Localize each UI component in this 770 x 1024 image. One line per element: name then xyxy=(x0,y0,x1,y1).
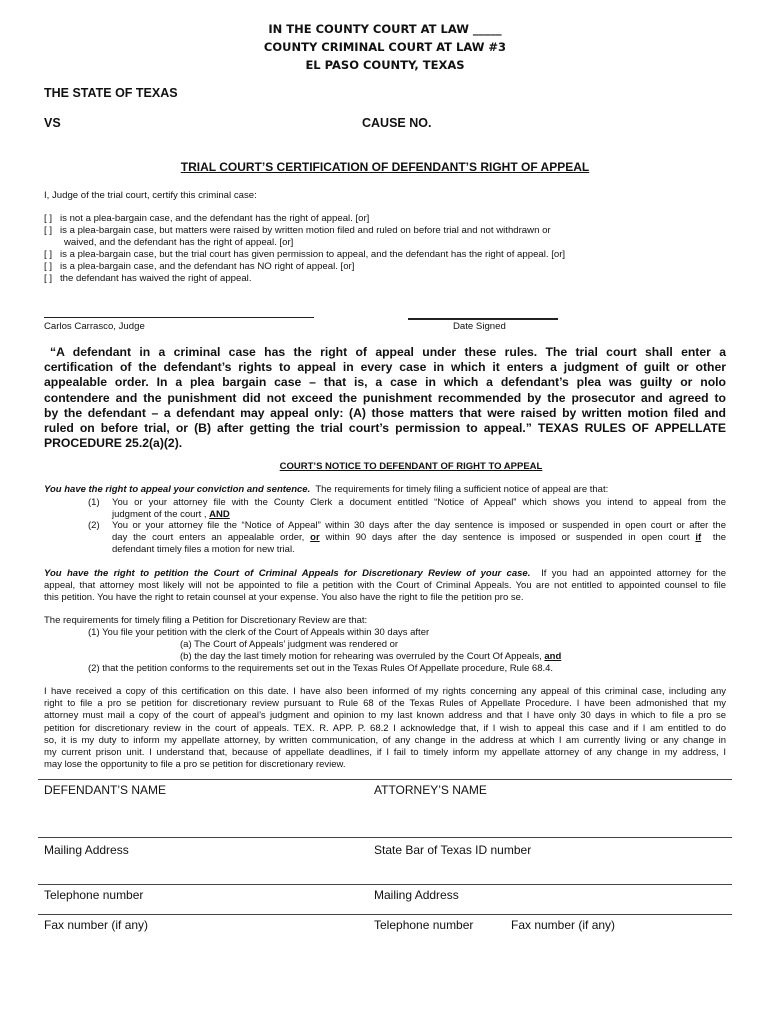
defendant-fax-label: Fax number (if any) xyxy=(44,918,149,932)
option-plea-bargain-no-right: [ ] is a plea-bargain case, and the defendant has NO right of appeal. [or] xyxy=(44,261,355,272)
defendant-telephone-label: Telephone number xyxy=(44,888,144,902)
field-divider xyxy=(38,837,732,838)
checkbox[interactable]: [ ] xyxy=(44,261,52,272)
checkbox[interactable]: [ ] xyxy=(44,273,52,284)
option-not-plea-bargain: [ ] is not a plea-bargain case, and the defendant has the right of appeal. [or] xyxy=(44,213,370,224)
notice-title: COURT’S NOTICE TO DEFENDANT OF RIGHT TO APPEAL xyxy=(279,461,543,472)
court-division-line: COUNTY CRIMINAL COURT AT LAW #3 xyxy=(263,40,507,54)
certification-intro: I, Judge of the trial court, certify this criminal case: xyxy=(44,190,257,201)
option-plea-bargain-motion: [ ] is a plea-bargain case, but matters were raised by written motion filed and ruled on before trial and not withdrawn or xyxy=(44,225,551,236)
defendant-name-field-label: DEFENDANT’S NAME xyxy=(44,783,167,797)
court-name-line: IN THE COUNTY COURT AT LAW _____ xyxy=(268,22,502,36)
date-signed-line[interactable] xyxy=(408,318,558,320)
state-bar-id-label: State Bar of Texas ID number xyxy=(374,843,532,857)
pdr-requirement-1a: (a) The Court of Appeals’ judgment was rendered or xyxy=(180,639,399,650)
field-divider xyxy=(38,884,732,885)
pdr-requirement-1: (1) You file your petition with the clerk of the Court of Appeals within 30 days after xyxy=(88,627,430,638)
defendant-mailing-address-label: Mailing Address xyxy=(44,843,129,857)
county-line: EL PASO COUNTY, TEXAS xyxy=(305,58,465,72)
certification-title: TRIAL COURT’S CERTIFICATION OF DEFENDANT’S RIGHT OF APPEAL xyxy=(180,160,590,174)
pdr-requirement-2: (2) that the petition conforms to the requirements set out in the Texas Rules Of Appellate procedure, Rule 68.4. xyxy=(88,663,554,674)
acknowledgment-paragraph: I have received a copy of this certification on this date. I have also been informed of my rights concerning any appeal of this criminal case, including any right to file a pro se petition for discretionary review pursuant to Rule 68 of the Texas Rules of Appellate Procedure. I have been admonished that my attorney must mail a copy of the court of appeal’s judgment and opinion to my last known address and that I have only 30 days in which to file a pro se petition for discretionary review in the court of appeals. TEX. R. APP. P. 68.2 I acknowledge that, if I wish to appeal this case and if I am entitled to do so, it is my duty to inform my appellate attorney, by written communication, of any change in the address at which I am currently living or any change in my current prison unit. I understand that, because of appellate deadlines, if I fail to timely inform my appellate attorney of any change in my address, I may lose the opportunity to file a pro se petition for discretionary review. xyxy=(44,686,726,771)
attorney-name-field-label: ATTORNEY’S NAME xyxy=(374,783,487,797)
checkbox[interactable]: [ ] xyxy=(44,213,52,224)
state-of-texas-label: THE STATE OF TEXAS xyxy=(44,86,178,100)
cause-number-label: CAUSE NO. xyxy=(362,116,432,130)
rule-25-2-quote: “A defendant in a criminal case has the right of appeal under these rules. The trial court shall enter a certification of the defendant’s rights to appeal in every case in which it enters a judgment of guilt or other appealable order. In a plea bargain case – that is, a case in which a defendant’s plea was guilty or nolo contendere and the punishment did not exceed the punishment recommended by the prosecutor and agreed to by the defendant – a defendant may appeal only: (A) those matters that were raised by written motion filed and ruled on before trial, or (B) after getting the trial court’s permission to appeal.” TEXAS RULES OF APPELLATE PROCEDURE 25.2(a)(2). xyxy=(44,345,726,451)
option-plea-bargain-permission: [ ] is a plea-bargain case, but the trial court has given permission to appeal, and the defendant has the right of appeal. [or] xyxy=(44,249,566,260)
checkbox[interactable]: [ ] xyxy=(44,225,52,236)
field-divider xyxy=(38,914,732,915)
attorney-mailing-address-label: Mailing Address xyxy=(374,888,459,902)
option-plea-bargain-motion-cont: waived, and the defendant has the right of appeal. [or] xyxy=(64,237,294,248)
checkbox[interactable]: [ ] xyxy=(44,249,52,260)
appeal-requirement-2: (2) You or your attorney file the “Notice of Appeal” within 30 days after the day sentence is imposed or suspended in open court or after the day the court enters an appealable order, or within 90 days after the day sentence is imposed or suspended in open court if the defendant timely files a motion for new trial. xyxy=(88,520,727,556)
judge-signature-line[interactable] xyxy=(44,317,314,318)
vs-label: VS xyxy=(44,116,61,130)
pdr-right-paragraph: You have the right to petition the Court of Criminal Appeals for Discretionary Review of your case. If you had an appointed attorney for the appeal, that attorney most likely will not be appointed to file a petition with the Court of Criminal Appeals. You are not entitled to appointed counsel to file this petition. You have the right to retain counsel at your expense. You also have the right to file the petition pro se. xyxy=(44,568,727,604)
pdr-requirements-intro: The requirements for timely filing a Petition for Discretionary Review are that: xyxy=(44,615,368,626)
appeal-requirement-1: (1) You or your attorney file with the County Clerk a document entitled “Notice of Appeal” which shows you intend to appeal from the judgment of the court , AND xyxy=(88,497,726,521)
judge-name-label: Carlos Carrasco, Judge xyxy=(44,321,145,332)
option-waived: [ ] the defendant has waived the right of appeal. xyxy=(44,273,252,284)
appeal-right-paragraph: You have the right to appeal your conviction and sentence. The requirements for timely filing a sufficient notice of appeal are that: xyxy=(44,484,609,495)
attorney-telephone-label: Telephone number xyxy=(374,918,474,932)
attorney-fax-label: Fax number (if any) xyxy=(511,918,616,932)
pdr-requirement-1b: (b) the day the last timely motion for rehearing was overruled by the Court Of Appeals, and xyxy=(180,651,562,662)
field-divider xyxy=(38,779,732,780)
date-signed-label: Date Signed xyxy=(453,321,506,332)
